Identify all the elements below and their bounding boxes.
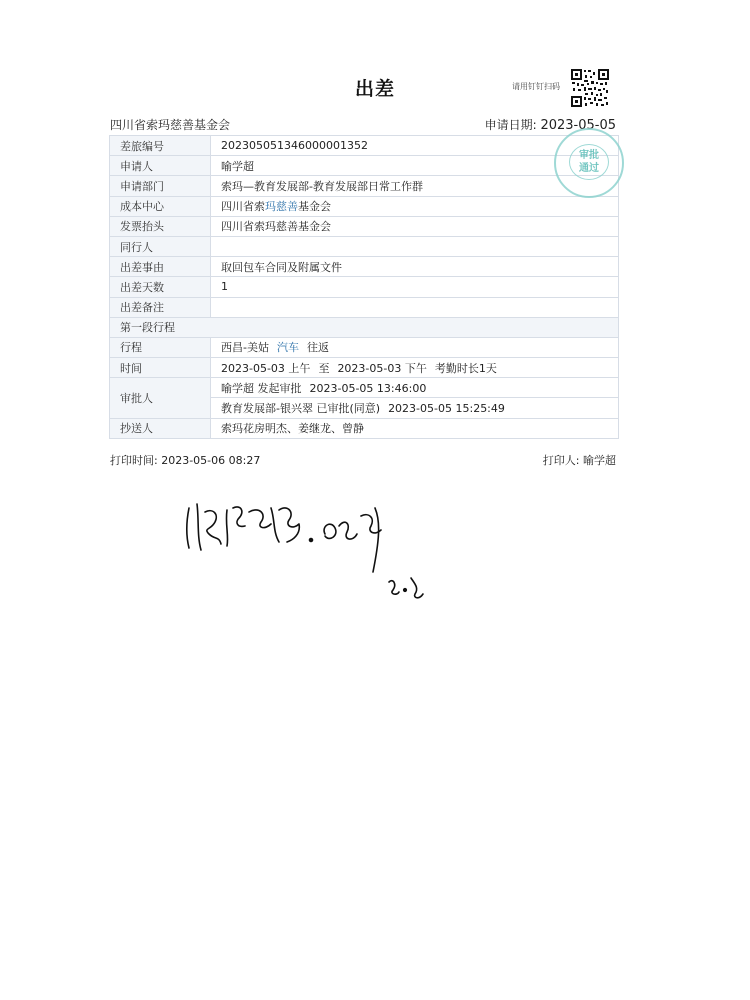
approver-2 <box>211 398 619 418</box>
time-value <box>211 358 619 378</box>
time-start: 2023-05-03 上午 <box>221 361 311 375</box>
companions-label: 同行人 <box>110 236 211 256</box>
days-value: 1 <box>211 277 619 297</box>
table-row <box>110 216 619 236</box>
approved-stamp-text <box>569 144 609 180</box>
department-label: 申请部门 <box>110 176 211 196</box>
apply-date-value: 2023-05-05 <box>540 118 616 133</box>
route-vehicle: 汽车 <box>276 341 299 355</box>
time-to: 至 <box>318 361 330 375</box>
remarks-label: 出差备注 <box>110 297 211 317</box>
qr-code-icon[interactable] <box>570 68 610 108</box>
organization-name: 四川省索玛慈善基金会 <box>110 118 231 132</box>
cost-center-label: 成本中心 <box>110 196 211 216</box>
table-row <box>110 277 619 297</box>
table-row <box>110 317 619 337</box>
approver-1 <box>211 378 619 398</box>
invoice-title-value: 四川省索玛慈善基金会 <box>211 216 619 236</box>
reason-label: 出差事由 <box>110 257 211 277</box>
page-title: 出差 <box>354 78 395 100</box>
approver-2-name: 教育发展部-银兴翠 已审批(同意) <box>221 402 381 416</box>
table-row <box>110 378 619 398</box>
table-row <box>110 136 619 156</box>
print-time-label: 打印时间: <box>110 454 158 467</box>
cost-center-part-c: 基金会 <box>298 200 331 214</box>
approver-1-time: 2023-05-05 13:46:00 <box>309 381 427 395</box>
approver-2-time: 2023-05-05 15:25:49 <box>388 402 505 416</box>
approver-1-name: 喻学超 发起审批 <box>221 381 302 395</box>
route-label: 行程 <box>110 337 211 357</box>
cost-center-value <box>211 196 619 216</box>
handwritten-signature <box>175 490 455 610</box>
table-row <box>110 196 619 216</box>
table-row <box>110 297 619 317</box>
table-row <box>110 156 619 176</box>
trip-no-label: 差旅编号 <box>110 136 211 156</box>
department-value: 索玛—教育发展部-教育发展部日常工作群 <box>211 176 619 196</box>
time-duration: 考勤时长1天 <box>434 361 497 375</box>
cc-label: 抄送人 <box>110 418 211 438</box>
table-row <box>110 236 619 256</box>
stamp-line-1: 审批 <box>579 150 599 161</box>
print-time-value: 2023-05-06 08:27 <box>161 454 261 467</box>
table-row <box>110 418 619 438</box>
printer <box>543 452 616 468</box>
invoice-title-label: 发票抬头 <box>110 216 211 236</box>
trip-no-value: 202305051346000001352 <box>211 136 619 156</box>
cost-center-part-b: 玛慈善 <box>265 200 298 214</box>
applicant-label: 申请人 <box>110 156 211 176</box>
cc-value: 索玛花房明杰、姜继龙、曾静 <box>211 418 619 438</box>
time-label: 时间 <box>110 358 211 378</box>
table-row <box>110 337 619 357</box>
time-end: 2023-05-03 下午 <box>337 361 427 375</box>
cost-center-part-a: 四川省索 <box>221 200 265 214</box>
print-time <box>110 452 260 468</box>
scan-hint: 请用钉钉扫码 <box>512 82 560 91</box>
table-row <box>110 257 619 277</box>
route-place: 西昌-美姑 <box>221 341 269 355</box>
apply-date-label: 申请日期: <box>484 118 537 132</box>
applicant-value: 喻学超 <box>211 156 619 176</box>
remarks-value <box>211 297 619 317</box>
route-type: 往返 <box>306 341 329 355</box>
route-value <box>211 337 619 357</box>
table-row <box>110 358 619 378</box>
approvers-label: 审批人 <box>110 378 211 418</box>
stamp-line-2: 通过 <box>579 163 599 174</box>
trip-form-table <box>109 135 619 439</box>
days-label: 出差天数 <box>110 277 211 297</box>
printer-label: 打印人: <box>542 454 580 467</box>
section-1-heading: 第一段行程 <box>110 317 619 337</box>
companions-value <box>211 236 619 256</box>
printer-value: 喻学超 <box>583 454 616 467</box>
reason-value: 取回包车合同及附属文件 <box>211 257 619 277</box>
table-row <box>110 176 619 196</box>
approved-stamp <box>554 128 624 198</box>
